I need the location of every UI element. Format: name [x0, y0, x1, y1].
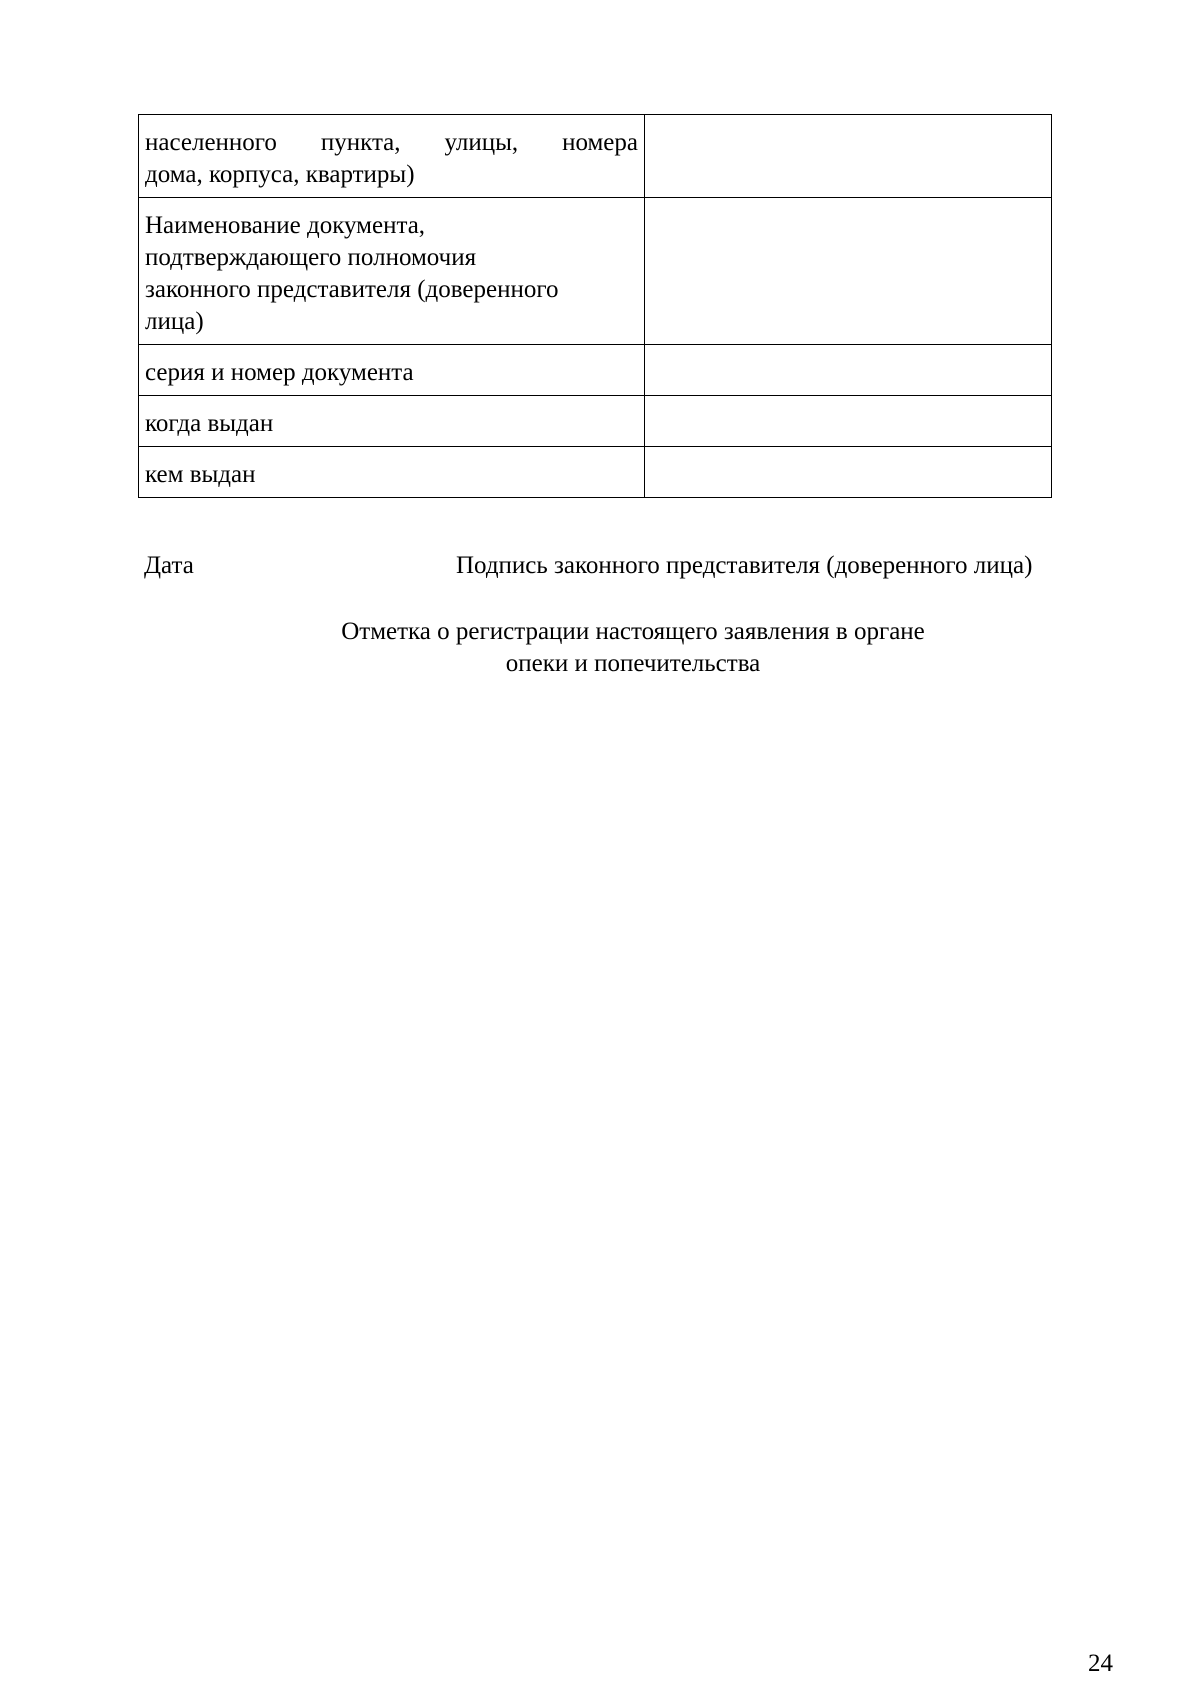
registration-note: [138, 616, 1128, 680]
table-row: [139, 396, 1052, 447]
signature-label: Подпись законного представителя (доверенного лица): [456, 552, 1033, 579]
label-line: подтверждающего полномочия: [145, 244, 477, 271]
label-line: Наименование документа,: [145, 212, 426, 239]
issue-date-value-cell[interactable]: [645, 396, 1052, 447]
label-line: кем выдан: [145, 461, 256, 488]
document-series-number-label: [139, 345, 645, 396]
address-value-cell[interactable]: [645, 115, 1052, 198]
registration-note-line: Отметка о регистрации настоящего заявления в органе: [341, 618, 925, 645]
date-label: Дата: [144, 552, 194, 579]
issued-by-value-cell[interactable]: [645, 447, 1052, 498]
registration-note-line: опеки и попечительства: [505, 650, 761, 677]
page-number: 24: [1088, 1650, 1113, 1677]
authority-document-value-cell[interactable]: [645, 198, 1052, 345]
authority-document-label: [139, 198, 645, 345]
label-line: серия и номер документа: [145, 359, 414, 386]
table-row: [139, 115, 1052, 198]
address-continuation-label: [139, 115, 645, 198]
document-series-number-value-cell[interactable]: [645, 345, 1052, 396]
label-line: когда выдан: [145, 410, 274, 437]
label-line: лица): [145, 308, 204, 335]
issued-by-label: [139, 447, 645, 498]
label-line: дома, корпуса, квартиры): [145, 161, 415, 188]
table-row: [139, 198, 1052, 345]
table-row: [139, 447, 1052, 498]
table-row: [139, 345, 1052, 396]
applicant-details-table: [138, 114, 1052, 498]
issue-date-label: [139, 396, 645, 447]
label-line: законного представителя (доверенного: [145, 276, 559, 303]
label-line: населенного пункта, улицы, номера: [145, 129, 638, 156]
